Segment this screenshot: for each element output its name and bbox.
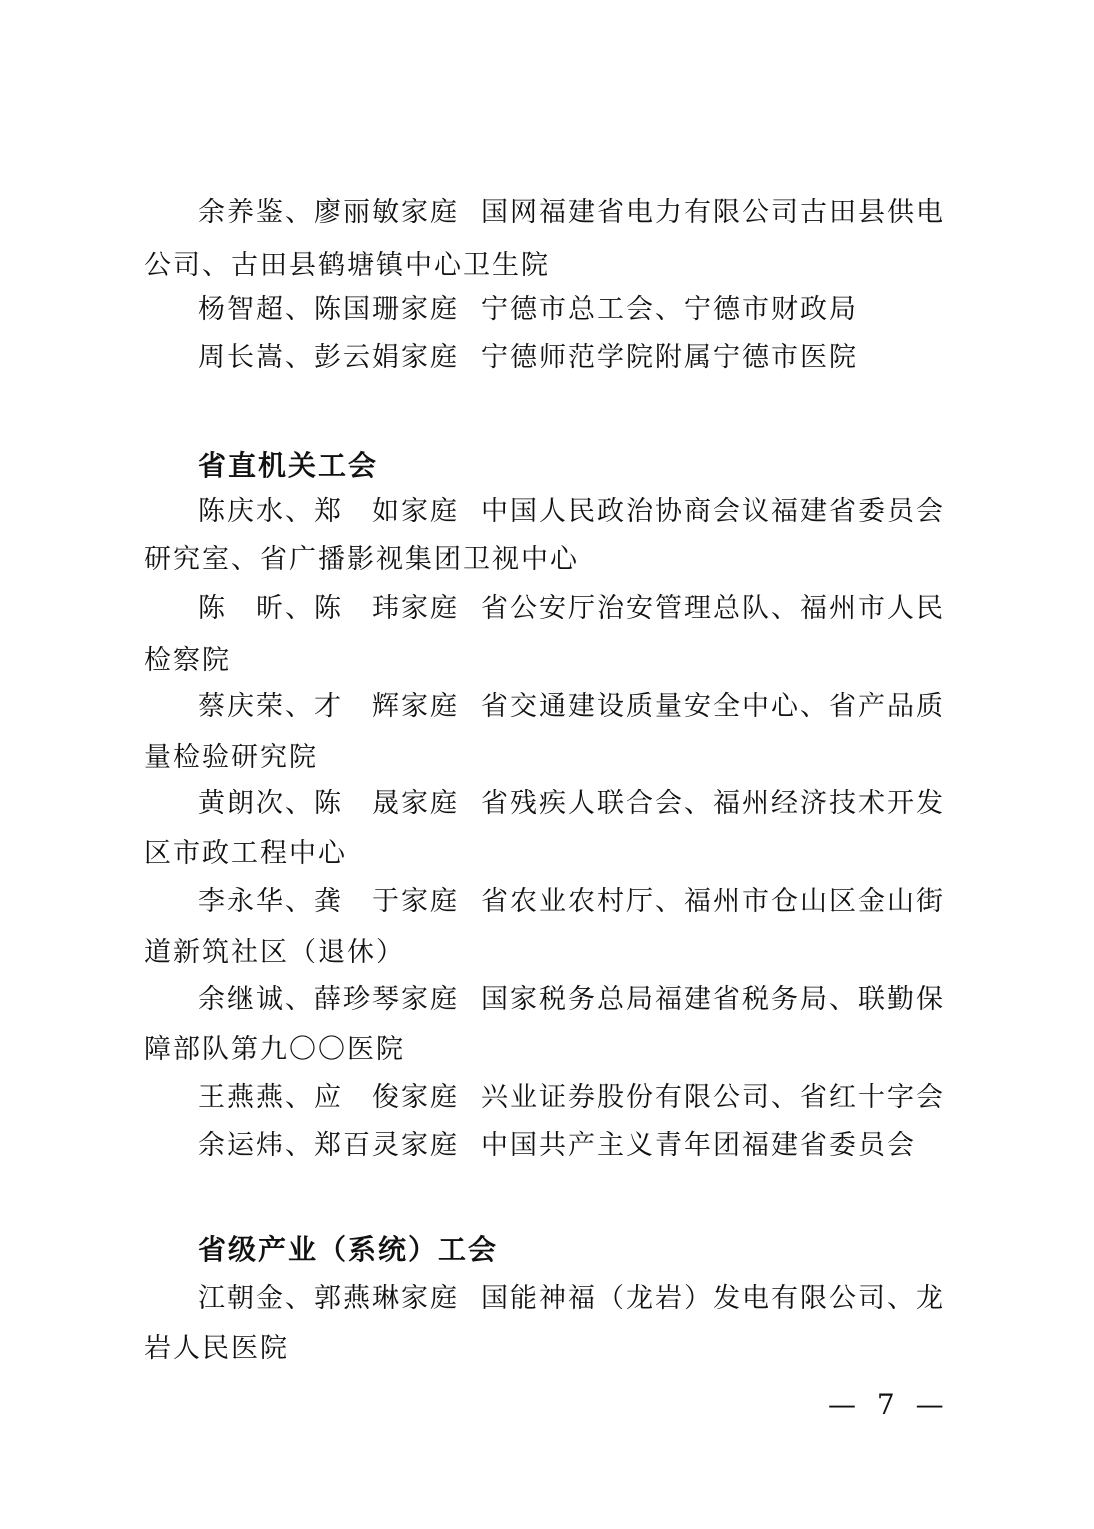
family-name: 余运炜、郑百灵家庭 <box>198 1130 459 1161</box>
work-unit: 国能神福（龙岩）发电有限公司、龙 <box>481 1283 945 1314</box>
family-name: 李永华、龚 于家庭 <box>198 886 459 917</box>
family-name: 陈 昕、陈 玮家庭 <box>198 593 459 624</box>
work-unit: 中国共产主义青年团福建省委员会 <box>481 1130 916 1161</box>
work-unit: 省残疾人联合会、福州经济技术开发 <box>481 788 945 819</box>
family-name: 周长嵩、彭云娟家庭 <box>198 342 459 373</box>
family-name: 余养鉴、廖丽敏家庭 <box>198 197 459 228</box>
work-unit: 兴业证券股份有限公司、省红十字会 <box>481 1082 945 1113</box>
entry-11-line-1 <box>198 1129 1018 1163</box>
entry-12-line-1 <box>198 1282 1018 1316</box>
family-name: 余继诚、薛珍琴家庭 <box>198 984 459 1015</box>
entry-5-line-2: 检察院 <box>144 645 231 676</box>
family-name: 黄朗次、陈 晟家庭 <box>198 788 459 819</box>
page-number: — 7 — <box>828 1388 950 1421</box>
work-unit: 宁德师范学院附属宁德市医院 <box>481 342 858 373</box>
entry-6-line-2: 量检验研究院 <box>144 742 318 773</box>
entry-7-line-1 <box>198 787 1018 821</box>
entry-1-line-1 <box>198 196 1018 230</box>
work-unit: 省交通建设质量安全中心、省产品质 <box>481 691 945 722</box>
entry-1-line-2: 公司、古田县鹤塘镇中心卫生院 <box>144 250 550 281</box>
work-unit: 中国人民政治协商会议福建省委员会 <box>481 496 945 527</box>
entry-2-line-1 <box>198 293 1018 327</box>
entry-7-line-2: 区市政工程中心 <box>144 838 347 869</box>
entry-6-line-1 <box>198 690 1018 724</box>
section-heading: 省级产业（系统）工会 <box>198 1233 499 1266</box>
entry-8-line-2: 道新筑社区（退休） <box>144 937 405 968</box>
work-unit: 省公安厅治安管理总队、福州市人民 <box>481 593 945 624</box>
section-heading: 省直机关工会 <box>198 449 379 482</box>
family-name: 陈庆水、郑 如家庭 <box>198 496 459 527</box>
entry-12-line-2: 岩人民医院 <box>144 1333 289 1364</box>
entry-10-line-1 <box>198 1081 1018 1115</box>
entry-8-line-1 <box>198 885 1018 919</box>
work-unit: 省农业农村厅、福州市仓山区金山街 <box>481 886 945 917</box>
entry-4-line-2: 研究室、省广播影视集团卫视中心 <box>144 544 579 575</box>
work-unit: 国网福建省电力有限公司古田县供电 <box>481 197 945 228</box>
entry-5-line-1 <box>198 592 1018 626</box>
family-name: 江朝金、郭燕琳家庭 <box>198 1283 459 1314</box>
family-name: 杨智超、陈国珊家庭 <box>198 294 459 325</box>
entry-3-line-1 <box>198 341 1018 375</box>
entry-9-line-2: 障部队第九〇〇医院 <box>144 1034 405 1065</box>
work-unit: 国家税务总局福建省税务局、联勤保 <box>481 984 945 1015</box>
family-name: 王燕燕、应 俊家庭 <box>198 1082 459 1113</box>
entry-4-line-1 <box>198 495 1018 529</box>
work-unit: 宁德市总工会、宁德市财政局 <box>481 294 858 325</box>
family-name: 蔡庆荣、才 辉家庭 <box>198 691 459 722</box>
entry-9-line-1 <box>198 983 1018 1017</box>
